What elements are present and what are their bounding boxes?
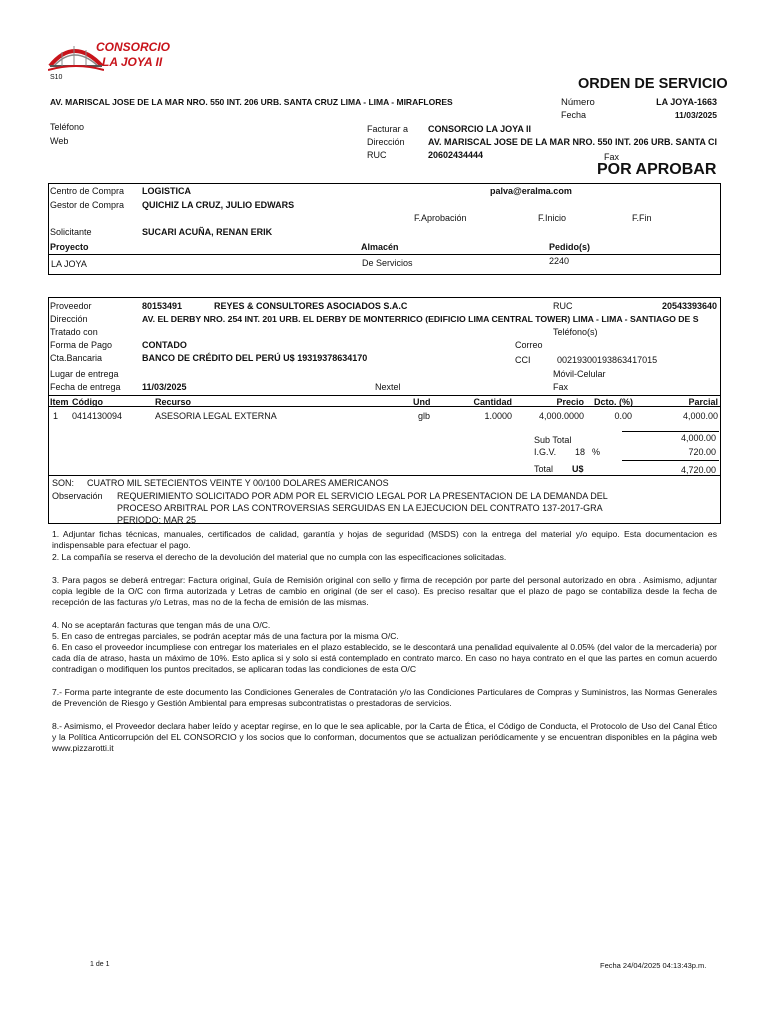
order-date: 11/03/2025 [674,110,717,120]
proveedor-label: Proveedor [50,301,92,311]
total-label: Total [534,464,554,474]
col-item: Item [50,397,69,407]
col-und: Und [413,397,431,407]
fecha-entrega-value: 11/03/2025 [142,382,187,392]
fecha-entrega-label: Fecha de entrega [50,382,121,392]
telefono-label: Teléfono [50,122,85,132]
igv-value: 720.00 [688,447,716,457]
table-top-line [48,395,720,396]
col-recurso: Recurso [155,397,192,407]
term-3: 3. Para pagos se deberá entregar: Factura original, Guía de Remisión original con sello y firma de recepción por parte del personal autorizado en obra . Asimismo, adjuntar copia legible de la O/C con firma autorizada y Letras de cambio en original (de ser el caso). Es preciso resaltar que el plazo de pago se contabiliza desde la fecha de recepción de las facturas y/o Letras, mas no de la fecha de emisión de las mismas. [52,575,717,607]
proyecto-value: LA JOYA [51,259,87,269]
row-dcto: 0.00 [614,411,632,421]
provider-direccion-label: Dirección [50,314,88,324]
pedido-value: 2240 [549,256,570,266]
provider-fax-label: Fax [553,382,569,392]
ruc-label: RUC [367,150,387,160]
term-7: 7.- Forma parte integrante de este documento las Condiciones Generales de Contratación y/o las Condiciones Particulares de Compras y Suministros, las Normas Generales de Prevención de Riesgo y Gestión Ambiental para empresas subcontratistas o prestadoras de servicios. [52,687,717,708]
gestor-value: QUICHIZ LA CRUZ, JULIO EDWARS [142,200,295,210]
col-parcial: Parcial [688,397,718,407]
forma-pago-value: CONTADO [142,340,187,350]
igv-percent-sign: % [592,447,601,457]
proveedor-code: 80153491 [142,301,183,311]
logo-line2: LA JOYA II [102,55,163,69]
print-timestamp: Fecha 24/04/2025 04:13:43p.m. [600,961,707,970]
row-cantidad: 1.0000 [484,411,512,421]
faprobacion-label: F.Aprobación [414,213,467,223]
row-codigo: 0414130094 [72,411,123,421]
fax-label: Fax [604,152,620,162]
company-address: AV. MARISCAL JOSE DE LA MAR NRO. 550 INT. 206 URB. SANTA CRUZ LIMA - LIMA - MIRAFLORES [50,97,453,107]
term-6: 6. En caso el proveedor incumpliese con entregar los materiales en el plazo establecido, se le descontará una penalidad equivalente al 0.05% (del valor de la mercaderia) por cada día de atraso, hasta un máximo de 10%. Esto aplica si y solo si está contemplado en contrato marco. En caso no haya contrato en el que las partes en comun acuerdo contradigan o modifiquen los puntos precitados, se aplicaran todas las condiciones de esta O/C [52,642,717,674]
term-5: 5. En caso de entregas parciales, se podrán aceptar más de una factura por la misma O/C. [52,631,399,641]
total-currency: U$ [572,464,584,474]
tratado-label: Tratado con [50,327,98,337]
facturar-label: Facturar a [367,124,409,134]
son-label: SON: [52,478,75,488]
numero-label: Número [561,97,595,108]
observacion-line-2: PROCESO ARBITRAL POR LAS CONTROVERSIAS SERGUIDAS EN LA EJECUCION DEL CONTRATO 137-2017-GRA [117,503,603,513]
facturar-value: CONSORCIO LA JOYA II [428,124,532,134]
son-text: CUATRO MIL SETECIENTOS VEINTE Y 00/100 DOLARES AMERICANOS [87,478,389,488]
provider-ruc: 20543393640 [661,301,717,311]
solicitante-label: Solicitante [50,227,92,237]
cta-bancaria-value: BANCO DE CRÉDITO DEL PERÚ U$ 19319378634170 [142,353,368,363]
col-cantidad: Cantidad [473,397,512,407]
proyecto-label: Proyecto [50,242,89,252]
row-item: 1 [53,411,59,421]
term-4: 4. No se aceptarán facturas que tengan más de una O/C. [52,620,271,630]
cci-value: 00219300193863417015 [557,355,658,365]
cta-bancaria-label: Cta.Bancaria [50,353,103,363]
total-line [622,460,719,461]
row-parcial: 4,000.00 [682,411,718,421]
solicitante-value: SUCARI ACUÑA, RENAN ERIK [142,227,273,237]
telefonos-label: Teléfono(s) [553,327,598,337]
finicio-label: F.Inicio [538,213,567,223]
subtotal-value: 4,000.00 [680,433,716,443]
proveedor-name: REYES & CONSULTORES ASOCIADOS S.A.C [214,301,408,311]
row-und: glb [418,411,431,421]
email-value: palva@eralma.com [490,186,572,196]
forma-pago-label: Forma de Pago [50,340,113,350]
observacion-label: Observación [52,491,103,501]
gestor-label: Gestor de Compra [50,200,125,210]
term-8: 8.- Asimismo, el Proveedor declara haber leído y aceptar regirse, en lo que le sea aplicable, por la Carta de Ética, el Código de Conducta, el Protocolo de Uso del Canal Ético y la Política Anticorrupción del EL CONSORCIO y los socios que lo conforman, documentos que se actualizan periódicamente y se encuentran disponibles en la página web www.pizzarotti.it [52,721,717,753]
nextel-label: Nextel [375,382,401,392]
igv-label: I.G.V. [534,447,557,457]
almacen-label: Almacén [361,242,399,252]
igv-rate: 18 [575,447,586,457]
term-2: 2. La compañía se reserva el derecho de la devolución del material que no cumpla con las especificaciones solicitadas. [52,552,507,562]
correo-label: Correo [515,340,543,350]
col-dcto: Dcto. (%) [594,397,633,407]
movil-label: Móvil-Celular [553,369,606,379]
son-line [48,475,720,476]
provider-direccion: AV. EL DERBY NRO. 254 INT. 201 URB. EL DERBY DE MONTERRICO (EDIFICIO LIMA CENTRAL TOWER) LIMA - LIMA - SANTIAGO DE S [142,314,699,324]
almacen-value: De Servicios [362,258,413,268]
logo-line1: CONSORCIO [96,40,171,54]
status-badge: POR APROBAR [597,161,717,178]
fecha-label: Fecha [561,110,587,120]
pedido-label: Pedido(s) [549,242,591,252]
direccion-label: Dirección [367,137,405,147]
web-label: Web [50,136,69,146]
observacion-line-1: REQUERIMIENTO SOLICITADO POR ADM POR EL SERVICIO LEGAL POR LA PRESENTACION DE LA DEMANDA DEL [117,491,608,501]
company-logo [44,34,171,78]
col-codigo: Código [72,397,103,407]
col-precio: Precio [556,397,584,407]
centro-value: LOGISTICA [142,186,191,196]
system-code: S10 [50,74,63,81]
row-precio: 4,000.0000 [538,411,584,421]
subtotal-line [622,431,719,432]
divider [48,254,720,255]
ffin-label: F.Fin [632,213,652,223]
direccion-value: AV. MARISCAL JOSE DE LA MAR NRO. 550 INT. 206 URB. SANTA CI [428,137,718,147]
document-title: ORDEN DE SERVICIO [578,76,728,92]
cci-label: CCI [515,355,531,365]
row-recurso: ASESORIA LEGAL EXTERNA [155,411,277,421]
centro-label: Centro de Compra [50,186,125,196]
ruc-value: 20602434444 [428,150,484,160]
provider-ruc-label: RUC [553,301,573,311]
order-number: LA JOYA-1663 [656,97,717,107]
term-1: 1. Adjuntar fichas técnicas, manuales, certificados de calidad, garantía y hojas de seguridad (MSDS) con la entrega del material y/o equipo. Esta documentacion es indispensable para efectuar el pago. [52,529,717,550]
page-number: 1 de 1 [90,961,110,968]
subtotal-label: Sub Total [534,435,572,445]
lugar-entrega-label: Lugar de entrega [50,369,119,379]
total-value: 4,720.00 [680,465,716,475]
observacion-line-3: PERIODO: MAR 25 [117,515,197,525]
